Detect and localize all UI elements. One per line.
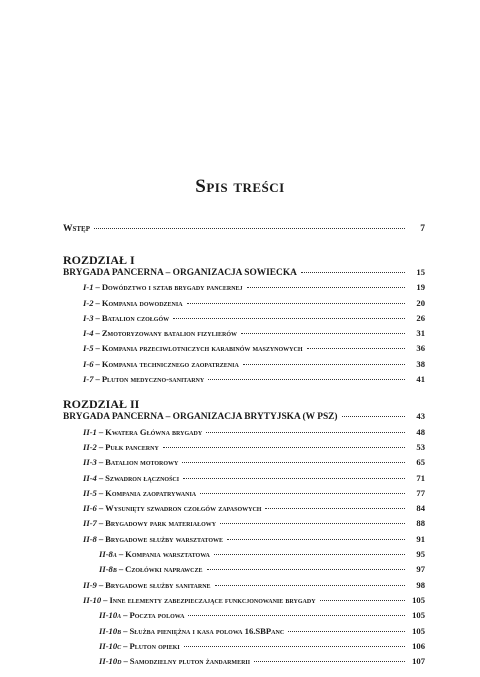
dash-separator: – (98, 533, 104, 544)
dash-separator: – (123, 625, 128, 636)
dash-separator: – (98, 426, 104, 437)
dot-leader (307, 348, 405, 349)
dash-separator: – (118, 564, 124, 575)
toc-page-number: 31 (416, 328, 425, 339)
dot-leader (247, 287, 405, 288)
toc-entry[interactable] (63, 656, 425, 671)
dash-separator: – (118, 549, 124, 560)
toc-entry[interactable] (63, 328, 425, 343)
toc-page-number: 105 (412, 610, 425, 621)
dot-leader (215, 585, 405, 586)
toc-entry[interactable] (63, 442, 425, 457)
dash-separator: – (123, 656, 128, 667)
dot-leader (208, 379, 405, 380)
dash-separator: – (98, 518, 104, 529)
toc-entry-number: II-10d (99, 656, 122, 667)
dot-leader (241, 333, 405, 334)
toc-entry-number: I-4 (83, 328, 94, 339)
toc-page-number: 77 (416, 487, 425, 498)
toc-entry-chapter[interactable] (63, 267, 425, 282)
dot-leader (265, 508, 405, 509)
toc-entry-number: II-7 (83, 518, 97, 529)
toc-entry-title: Kompania warsztatowa (125, 549, 210, 560)
toc-entry-title: Wysunięty szwadron czołgów zapasowych (105, 503, 262, 514)
toc-page-number: 15 (416, 267, 425, 277)
dash-separator: – (98, 457, 104, 468)
toc-entry[interactable] (63, 610, 425, 625)
dash-separator: – (95, 343, 100, 354)
toc-page-number: 91 (416, 533, 425, 544)
toc-entry-number: II-8a (99, 549, 117, 560)
toc-page-number: 98 (416, 579, 425, 590)
toc-entry-title: Pluton opieki (129, 640, 180, 651)
toc-page-number: 88 (416, 518, 425, 529)
toc-page-number: 97 (416, 564, 425, 575)
toc-page-number: 105 (412, 594, 425, 605)
toc-entry-title: Kompania zaopatrywania (105, 487, 197, 498)
toc-page-number: 26 (416, 312, 425, 323)
toc-entry[interactable] (63, 282, 425, 297)
dash-separator: – (123, 640, 128, 651)
toc-entry-number: I-5 (83, 343, 94, 354)
toc-entry-title: Brygadowy park materiałowy (105, 518, 217, 529)
chapter-heading: ROZDZIAŁ I (63, 253, 135, 267)
toc-page-number: 20 (416, 297, 425, 308)
toc-entry-number: II-3 (83, 457, 97, 468)
toc-entry-title: Brygadowe służby sanitarne (105, 579, 211, 590)
dot-leader (227, 539, 405, 540)
dash-separator: – (98, 441, 104, 452)
toc-entry-number: II-8 (83, 533, 97, 544)
toc-entry[interactable] (63, 503, 425, 518)
toc-entry-title: Służba pieniężna i kasa polowa 16.SBPanc (129, 625, 285, 636)
toc-entry-title: Brygadowe służby warsztatowe (105, 533, 223, 544)
dash-separator: – (103, 594, 108, 605)
toc-entry[interactable] (63, 313, 425, 328)
dot-leader (301, 272, 405, 273)
toc-page-number: 19 (416, 282, 425, 293)
toc-entry-title: Czołówki naprawcze (125, 564, 203, 575)
toc-entry-number: II-6 (83, 503, 97, 514)
toc-entry-number: II-10c (99, 640, 122, 651)
toc-entry[interactable] (63, 473, 425, 488)
toc-entry[interactable] (63, 359, 425, 374)
toc-entry-title: Pułk pancerny (105, 441, 159, 452)
toc-page-number: 48 (416, 426, 425, 437)
toc-page-number: 36 (416, 343, 425, 354)
dot-leader (342, 416, 405, 417)
toc-entry-title: Kompania technicznego zaopatrzenia (101, 358, 239, 369)
toc-page-number: 95 (416, 549, 425, 560)
toc-entry-title: Samodzielny pluton żandarmerii (129, 656, 251, 667)
toc-entry-number: II-10 (83, 594, 102, 605)
toc-page-number: 65 (416, 457, 425, 468)
dash-separator: – (98, 579, 104, 590)
toc-entry-title: Szwadron łączności (105, 472, 180, 483)
toc-entry-number: I-7 (83, 374, 94, 385)
toc-entry-title: Batalion czołgów (101, 312, 170, 323)
toc-entry-title: Inne elementy zabezpieczające funkcjonowanie brygady (109, 594, 316, 605)
spacer (63, 389, 425, 396)
toc-entry-intro[interactable] (63, 224, 425, 240)
toc-entry-title: Pluton medyczno-sanitarny (101, 374, 205, 385)
toc-entry-number: II-10a (99, 610, 122, 621)
toc-entry-number: II-10b (99, 625, 122, 636)
table-of-contents (63, 224, 425, 671)
toc-entry-number: I-3 (83, 312, 94, 323)
dash-separator: – (98, 472, 104, 483)
dash-separator: – (95, 374, 100, 385)
toc-entry-number: I-2 (83, 297, 94, 308)
dot-leader (288, 631, 405, 632)
dash-separator: – (123, 610, 128, 621)
toc-entry-title: Kompania przeciwlotniczych karabinów maszynowych (101, 343, 303, 354)
toc-page-number: 43 (416, 411, 425, 422)
toc-entry[interactable] (63, 641, 425, 656)
toc-entry[interactable] (63, 298, 425, 313)
toc-page-number: 106 (412, 640, 425, 651)
dash-separator: – (98, 487, 104, 498)
toc-entry-title: Kompania dowodzenia (101, 297, 183, 308)
toc-entry-number: II-4 (83, 472, 97, 483)
toc-entry-title: Dowództwo i sztab brygady pancernej (101, 282, 243, 293)
toc-page-number: 105 (412, 625, 425, 636)
toc-page-number: 7 (420, 224, 425, 234)
toc-entry-chapter[interactable] (63, 411, 425, 426)
dash-separator: – (95, 297, 100, 308)
toc-entry-number: II-2 (83, 441, 97, 452)
dot-leader (182, 462, 405, 463)
dash-separator: – (98, 503, 104, 514)
toc-page-number: 71 (416, 472, 425, 483)
toc-page-number: 38 (416, 358, 425, 369)
dot-leader (207, 569, 405, 570)
toc-entry[interactable] (63, 457, 425, 472)
toc-entry[interactable] (63, 549, 425, 564)
dot-leader (214, 554, 405, 555)
dot-leader (184, 646, 405, 647)
toc-entry[interactable] (63, 488, 425, 503)
dot-leader (94, 228, 405, 229)
toc-entry[interactable] (63, 427, 425, 442)
toc-entry-number: II-9 (83, 579, 97, 590)
dot-leader (163, 447, 405, 448)
dash-separator: – (95, 358, 100, 369)
page-title: Spis treści (195, 176, 285, 197)
toc-entry[interactable] (63, 518, 425, 533)
toc-entry-title: Zmotoryzowany batalion fizylierów (101, 328, 237, 339)
dash-separator: – (95, 282, 100, 293)
toc-entry-title: Poczta polowa (129, 610, 185, 621)
dot-leader (173, 318, 405, 319)
toc-entry-number: I-6 (83, 358, 94, 369)
toc-entry-title: Kwatera Główna brygady (105, 426, 203, 437)
dot-leader (188, 615, 405, 616)
toc-page-number: 107 (412, 656, 425, 667)
toc-entry-number: II-8b (99, 564, 117, 575)
toc-entry[interactable] (63, 564, 425, 579)
chapter-heading: ROZDZIAŁ II (63, 397, 140, 412)
dot-leader (206, 432, 405, 433)
dot-leader (254, 661, 405, 662)
dot-leader (183, 478, 405, 479)
toc-entry[interactable] (63, 595, 425, 610)
dot-leader (243, 364, 405, 365)
toc-page-number: 53 (416, 441, 425, 452)
dash-separator: – (95, 312, 100, 323)
toc-entry-number: II-5 (83, 487, 97, 498)
toc-entry[interactable] (63, 626, 425, 641)
dot-leader (200, 493, 405, 494)
chapter-title: BRYGADA PANCERNA – ORGANIZACJA SOWIECKA (63, 268, 297, 278)
chapter-title: BRYGADA PANCERNA – ORGANIZACJA BRYTYJSKA (W PSZ) (63, 412, 338, 423)
dot-leader (320, 600, 405, 601)
toc-entry-label: Wstęp (63, 224, 91, 234)
toc-entry-number: II-1 (83, 426, 97, 437)
toc-entry[interactable] (63, 580, 425, 595)
toc-entry-number: I-1 (83, 282, 94, 293)
toc-page-number: 41 (416, 374, 425, 385)
dash-separator: – (95, 328, 100, 339)
toc-entry[interactable] (63, 534, 425, 549)
toc-entry[interactable] (63, 343, 425, 358)
dot-leader (220, 523, 405, 524)
dot-leader (187, 303, 405, 304)
toc-entry-title: Batalion motorowy (105, 457, 179, 468)
toc-entry[interactable] (63, 374, 425, 389)
spacer (63, 240, 425, 252)
toc-page-number: 84 (416, 503, 425, 514)
